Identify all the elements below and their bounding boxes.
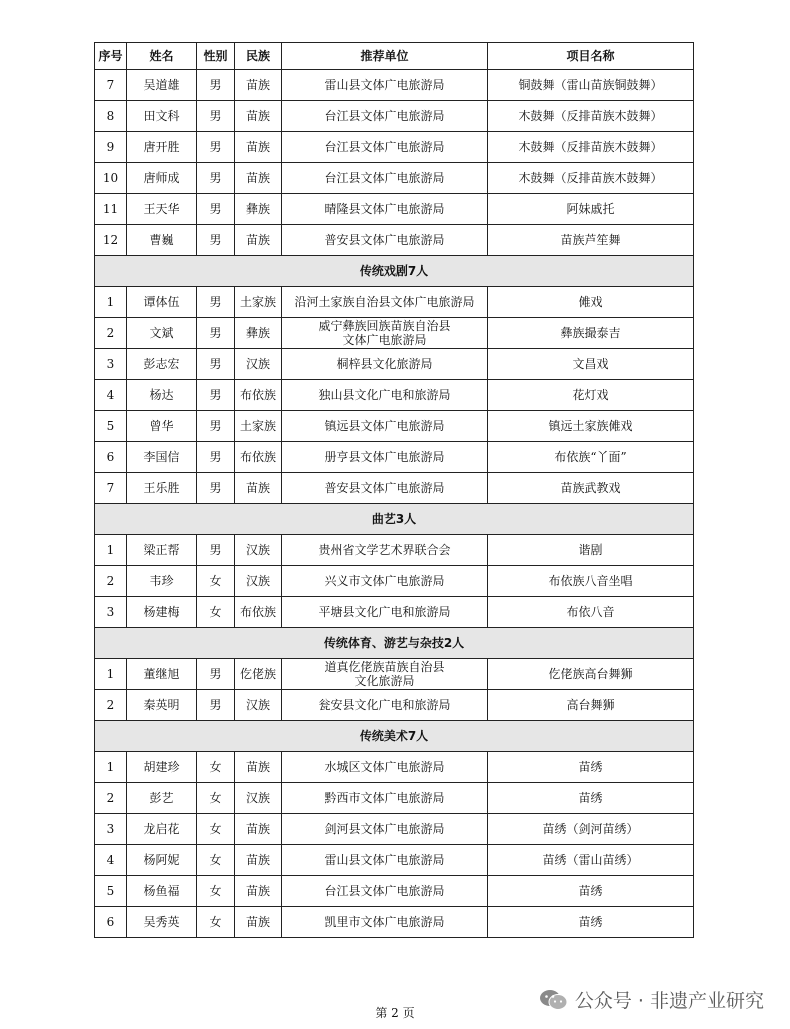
cell-recommending-unit: 兴义市文体广电旅游局 [282, 566, 488, 597]
table-row [95, 287, 694, 318]
cell-name: 杨建梅 [127, 597, 197, 628]
cell-recommending-unit: 晴隆县文体广电旅游局 [282, 194, 488, 225]
cell-index: 8 [95, 101, 127, 132]
cell-gender: 男 [197, 535, 235, 566]
cell-recommending-unit: 凯里市文体广电旅游局 [282, 907, 488, 938]
cell-index: 5 [95, 411, 127, 442]
table-row [95, 783, 694, 814]
watermark [539, 986, 764, 1013]
cell-index: 10 [95, 163, 127, 194]
cell-index: 6 [95, 907, 127, 938]
cell-ethnicity: 汉族 [235, 535, 282, 566]
cell-project-name: 傩戏 [488, 287, 694, 318]
cell-ethnicity: 苗族 [235, 132, 282, 163]
cell-project-name: 布依族“丫面” [488, 442, 694, 473]
cell-ethnicity: 彝族 [235, 194, 282, 225]
table-row [95, 349, 694, 380]
cell-gender: 男 [197, 473, 235, 504]
cell-gender: 男 [197, 101, 235, 132]
cell-gender: 男 [197, 318, 235, 349]
table-row [95, 845, 694, 876]
cell-project-name: 苗族芦笙舞 [488, 225, 694, 256]
cell-ethnicity: 汉族 [235, 783, 282, 814]
cell-gender: 女 [197, 907, 235, 938]
cell-project-name: 苗绣 [488, 907, 694, 938]
cell-name: 李国信 [127, 442, 197, 473]
cell-gender: 男 [197, 690, 235, 721]
cell-gender: 女 [197, 783, 235, 814]
heritage-inheritor-table [94, 42, 694, 938]
cell-recommending-unit: 贵州省文学艺术界联合会 [282, 535, 488, 566]
cell-name: 梁正帮 [127, 535, 197, 566]
cell-name: 杨达 [127, 380, 197, 411]
table-row [95, 194, 694, 225]
cell-gender: 女 [197, 566, 235, 597]
cell-gender: 男 [197, 132, 235, 163]
table-row [95, 535, 694, 566]
cell-project-name: 阿妹戚托 [488, 194, 694, 225]
cell-gender: 女 [197, 876, 235, 907]
cell-ethnicity: 仡佬族 [235, 659, 282, 690]
cell-gender: 女 [197, 814, 235, 845]
cell-project-name: 高台舞狮 [488, 690, 694, 721]
cell-index: 2 [95, 566, 127, 597]
cell-recommending-unit: 册亨县文体广电旅游局 [282, 442, 488, 473]
cell-index: 4 [95, 845, 127, 876]
cell-project-name: 布依族八音坐唱 [488, 566, 694, 597]
cell-gender: 女 [197, 752, 235, 783]
cell-index: 3 [95, 814, 127, 845]
cell-name: 董继旭 [127, 659, 197, 690]
cell-index: 1 [95, 535, 127, 566]
cell-index: 6 [95, 442, 127, 473]
cell-gender: 女 [197, 845, 235, 876]
cell-gender: 男 [197, 380, 235, 411]
cell-ethnicity: 彝族 [235, 318, 282, 349]
cell-project-name: 布依八音 [488, 597, 694, 628]
header-recommending-unit: 推荐单位 [282, 43, 488, 70]
cell-ethnicity: 苗族 [235, 876, 282, 907]
cell-recommending-unit: 桐梓县文化旅游局 [282, 349, 488, 380]
cell-ethnicity: 布依族 [235, 597, 282, 628]
page-number: 第 2 页 [375, 1006, 415, 1020]
section-title: 传统体育、游艺与杂技2人 [95, 628, 694, 659]
cell-index: 1 [95, 287, 127, 318]
cell-recommending-unit: 瓮安县文化广电和旅游局 [282, 690, 488, 721]
table-row [95, 101, 694, 132]
cell-ethnicity: 苗族 [235, 907, 282, 938]
table-body [95, 70, 694, 938]
cell-name: 韦珍 [127, 566, 197, 597]
table-row [95, 566, 694, 597]
cell-name: 吴道雄 [127, 70, 197, 101]
cell-recommending-unit: 台江县文体广电旅游局 [282, 101, 488, 132]
cell-gender: 女 [197, 597, 235, 628]
cell-name: 唐开胜 [127, 132, 197, 163]
cell-ethnicity: 苗族 [235, 473, 282, 504]
table-row [95, 163, 694, 194]
watermark-text: 公众号 · 非遗产业研究 [574, 990, 764, 1012]
header-name: 姓名 [127, 43, 197, 70]
cell-name: 秦英明 [127, 690, 197, 721]
cell-project-name: 仡佬族高台舞狮 [488, 659, 694, 690]
table-row [95, 659, 694, 690]
cell-ethnicity: 汉族 [235, 566, 282, 597]
cell-index: 9 [95, 132, 127, 163]
cell-gender: 男 [197, 442, 235, 473]
cell-index: 7 [95, 70, 127, 101]
cell-ethnicity: 布依族 [235, 442, 282, 473]
cell-project-name: 苗绣（雷山苗绣） [488, 845, 694, 876]
cell-project-name: 苗绣（剑河苗绣） [488, 814, 694, 845]
section-header-row [95, 256, 694, 287]
section-title: 传统美术7人 [95, 721, 694, 752]
cell-recommending-unit: 台江县文体广电旅游局 [282, 876, 488, 907]
cell-recommending-unit: 威宁彝族回族苗族自治县 文体广电旅游局 [282, 318, 488, 349]
cell-name: 唐师成 [127, 163, 197, 194]
cell-index: 5 [95, 876, 127, 907]
table-row [95, 473, 694, 504]
cell-gender: 男 [197, 225, 235, 256]
cell-index: 1 [95, 659, 127, 690]
cell-ethnicity: 土家族 [235, 287, 282, 318]
cell-index: 3 [95, 597, 127, 628]
cell-recommending-unit: 水城区文体广电旅游局 [282, 752, 488, 783]
table-row [95, 70, 694, 101]
cell-recommending-unit: 普安县文体广电旅游局 [282, 473, 488, 504]
cell-name: 吴秀英 [127, 907, 197, 938]
cell-index: 12 [95, 225, 127, 256]
section-header-row [95, 721, 694, 752]
cell-project-name: 苗绣 [488, 752, 694, 783]
cell-index: 2 [95, 690, 127, 721]
cell-ethnicity: 苗族 [235, 101, 282, 132]
cell-project-name: 文昌戏 [488, 349, 694, 380]
cell-gender: 男 [197, 70, 235, 101]
cell-ethnicity: 苗族 [235, 70, 282, 101]
cell-index: 3 [95, 349, 127, 380]
cell-recommending-unit: 台江县文体广电旅游局 [282, 163, 488, 194]
cell-name: 田文科 [127, 101, 197, 132]
cell-ethnicity: 苗族 [235, 845, 282, 876]
cell-project-name: 木鼓舞（反排苗族木鼓舞） [488, 163, 694, 194]
cell-name: 谭体伍 [127, 287, 197, 318]
table-row [95, 752, 694, 783]
cell-name: 龙启花 [127, 814, 197, 845]
table-row [95, 814, 694, 845]
cell-project-name: 木鼓舞（反排苗族木鼓舞） [488, 101, 694, 132]
cell-recommending-unit: 台江县文体广电旅游局 [282, 132, 488, 163]
cell-name: 文斌 [127, 318, 197, 349]
cell-project-name: 苗绣 [488, 876, 694, 907]
cell-recommending-unit: 镇远县文体广电旅游局 [282, 411, 488, 442]
section-title: 曲艺3人 [95, 504, 694, 535]
cell-name: 胡建珍 [127, 752, 197, 783]
header-gender: 性别 [197, 43, 235, 70]
cell-ethnicity: 汉族 [235, 349, 282, 380]
cell-index: 4 [95, 380, 127, 411]
table-row [95, 380, 694, 411]
cell-name: 杨鱼福 [127, 876, 197, 907]
cell-name: 曹巍 [127, 225, 197, 256]
cell-recommending-unit: 独山县文化广电和旅游局 [282, 380, 488, 411]
cell-recommending-unit: 普安县文体广电旅游局 [282, 225, 488, 256]
section-header-row [95, 504, 694, 535]
table-row [95, 132, 694, 163]
section-title: 传统戏剧7人 [95, 256, 694, 287]
cell-project-name: 谐剧 [488, 535, 694, 566]
section-header-row [95, 628, 694, 659]
cell-index: 7 [95, 473, 127, 504]
cell-ethnicity: 土家族 [235, 411, 282, 442]
table-row [95, 318, 694, 349]
header-project-name: 项目名称 [488, 43, 694, 70]
cell-recommending-unit: 雷山县文体广电旅游局 [282, 70, 488, 101]
cell-ethnicity: 苗族 [235, 225, 282, 256]
cell-gender: 男 [197, 163, 235, 194]
table-row [95, 907, 694, 938]
cell-gender: 男 [197, 194, 235, 225]
table-row [95, 225, 694, 256]
header-ethnicity: 民族 [235, 43, 282, 70]
cell-index: 11 [95, 194, 127, 225]
table-header-row [95, 43, 694, 70]
table-row [95, 411, 694, 442]
cell-project-name: 花灯戏 [488, 380, 694, 411]
cell-recommending-unit: 剑河县文体广电旅游局 [282, 814, 488, 845]
cell-index: 2 [95, 783, 127, 814]
table-row [95, 442, 694, 473]
cell-gender: 男 [197, 349, 235, 380]
cell-name: 杨阿妮 [127, 845, 197, 876]
cell-project-name: 苗绣 [488, 783, 694, 814]
cell-ethnicity: 汉族 [235, 690, 282, 721]
cell-recommending-unit: 雷山县文体广电旅游局 [282, 845, 488, 876]
cell-name: 彭志宏 [127, 349, 197, 380]
cell-index: 1 [95, 752, 127, 783]
cell-recommending-unit: 平塘县文化广电和旅游局 [282, 597, 488, 628]
cell-ethnicity: 布依族 [235, 380, 282, 411]
cell-index: 2 [95, 318, 127, 349]
cell-recommending-unit: 黔西市文体广电旅游局 [282, 783, 488, 814]
cell-project-name: 铜鼓舞（雷山苗族铜鼓舞） [488, 70, 694, 101]
cell-recommending-unit: 沿河土家族自治县文体广电旅游局 [282, 287, 488, 318]
cell-ethnicity: 苗族 [235, 163, 282, 194]
cell-gender: 男 [197, 411, 235, 442]
cell-name: 彭艺 [127, 783, 197, 814]
cell-name: 王天华 [127, 194, 197, 225]
table-row [95, 597, 694, 628]
cell-gender: 男 [197, 659, 235, 690]
table-row [95, 690, 694, 721]
cell-project-name: 镇远土家族傩戏 [488, 411, 694, 442]
table-row [95, 876, 694, 907]
cell-project-name: 苗族武教戏 [488, 473, 694, 504]
cell-project-name: 彝族撮泰吉 [488, 318, 694, 349]
cell-name: 王乐胜 [127, 473, 197, 504]
cell-ethnicity: 苗族 [235, 752, 282, 783]
cell-recommending-unit: 道真仡佬族苗族自治县 文化旅游局 [282, 659, 488, 690]
header-index: 序号 [95, 43, 127, 70]
cell-project-name: 木鼓舞（反排苗族木鼓舞） [488, 132, 694, 163]
cell-name: 曾华 [127, 411, 197, 442]
cell-ethnicity: 苗族 [235, 814, 282, 845]
cell-gender: 男 [197, 287, 235, 318]
wechat-icon [539, 989, 569, 1011]
